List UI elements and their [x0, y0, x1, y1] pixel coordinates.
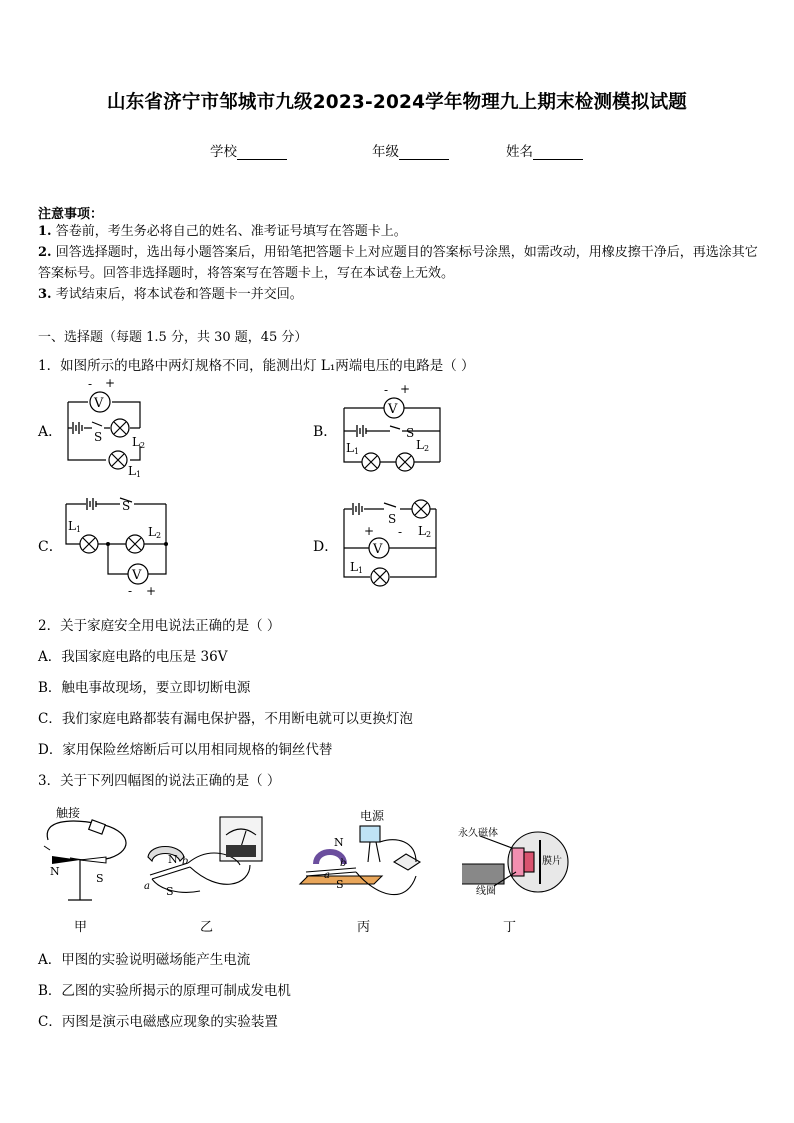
- figure-yi: [140, 815, 270, 910]
- switch-s: S: [122, 499, 131, 513]
- voltmeter-v: V: [373, 542, 383, 557]
- lamp-l1: L1: [68, 519, 82, 534]
- fig-ding-coil: 线圈: [476, 886, 496, 897]
- lamp-l2: L2: [148, 525, 162, 540]
- fig-yi-a: a: [144, 881, 150, 892]
- fig-bing-power: 电源: [360, 809, 385, 823]
- voltmeter-v: V: [94, 396, 104, 411]
- meter-plus: +: [146, 584, 157, 598]
- note-text: 答卷前，考生务必将自己的姓名、准考证号填写在答题卡上。: [55, 224, 407, 239]
- meter-minus: -: [398, 525, 403, 539]
- lamp-l2: L2: [418, 524, 432, 539]
- caption-yi: 乙: [200, 920, 214, 935]
- fig-yi-s: S: [166, 885, 174, 898]
- fig-ding-film: 膜片: [542, 856, 562, 867]
- meter-plus: +: [400, 382, 411, 396]
- page-title: 山东省济宁市邹城市九级2023-2024学年物理九上期末检测模拟试题: [107, 92, 687, 113]
- note-text: 考试结束后，将本试卷和答题卡一并交回。: [55, 287, 303, 302]
- circuit-d: [340, 495, 445, 585]
- caption-ding: 丁: [503, 920, 517, 935]
- question-1-stem: 1．如图所示的电路中两灯规格不同，能测出灯 L₁两端电压的电路是（ ）: [38, 358, 475, 374]
- grade-label: 年级: [372, 144, 399, 160]
- question-2-stem: 2．关于家庭安全用电说法正确的是（ ）: [38, 618, 281, 634]
- q2-option-a[interactable]: A．我国家庭电路的电压是 36V: [38, 649, 228, 665]
- fig-jia-s: S: [96, 872, 104, 885]
- note-item: [38, 242, 760, 284]
- name-field[interactable]: [506, 140, 583, 160]
- lamp-l2: L2: [132, 435, 146, 450]
- section-heading: 一、选择题（每题 1.5 分，共 30 题，45 分）: [38, 330, 308, 345]
- switch-s: S: [406, 426, 415, 440]
- q3-option-c[interactable]: C．丙图是演示电磁感应现象的实验装置: [38, 1014, 278, 1030]
- notes-heading: 注意事项：: [38, 207, 104, 222]
- figure-bing: [296, 806, 431, 912]
- note-text: 回答选择题时，选出每小题答案后，用铅笔把答题卡上对应题目的答案标号涂黑，如需改动，用橡皮擦干净后，再选涂其它答案标号。回答非选择题时，将答案写在答题卡上，写在本试卷上无效。: [38, 245, 758, 281]
- caption-jia: 甲: [74, 920, 88, 935]
- note-num: 1.: [38, 224, 52, 239]
- lamp-l1: L1: [346, 441, 360, 456]
- note-num: 2.: [38, 245, 52, 260]
- q2-option-c[interactable]: C．我们家庭电路都装有漏电保护器，不用断电就可以更换灯泡: [38, 711, 413, 727]
- fig-bing-a: a: [324, 870, 330, 881]
- circuit-a: [60, 374, 150, 484]
- meter-plus: +: [364, 524, 375, 538]
- school-blank[interactable]: [237, 145, 287, 160]
- circuit-c: [62, 490, 172, 600]
- q3-option-a[interactable]: A．甲图的实验说明磁场能产生电流: [38, 952, 251, 968]
- school-label: 学校: [210, 144, 237, 160]
- fig-yi-b: b: [182, 856, 189, 867]
- note-num: 3.: [38, 287, 52, 302]
- grade-field[interactable]: [372, 140, 449, 160]
- lamp-l1: L1: [350, 560, 364, 575]
- q2-option-b[interactable]: B．触电事故现场，要立即切断电源: [38, 680, 251, 696]
- meter-plus: +: [105, 376, 116, 390]
- name-label: 姓名: [506, 144, 533, 160]
- lamp-l1: L1: [128, 464, 142, 479]
- caption-bing: 丙: [357, 920, 371, 935]
- switch-s: S: [388, 512, 397, 526]
- note-item: [38, 284, 760, 305]
- name-blank[interactable]: [533, 145, 583, 160]
- meter-minus: -: [128, 584, 133, 598]
- question-3-stem: 3．关于下列四幅图的说法正确的是（ ）: [38, 773, 281, 789]
- q1-option-d[interactable]: D．: [313, 539, 339, 555]
- lamp-l2: L2: [416, 438, 430, 453]
- q1-option-a[interactable]: A．: [38, 424, 63, 440]
- fig-jia-n: N: [50, 865, 60, 878]
- q1-option-c[interactable]: C．: [38, 539, 63, 555]
- figure-ding: [452, 826, 574, 898]
- circuit-b: [338, 382, 448, 477]
- fig-bing-s: S: [336, 878, 344, 891]
- q1-option-b[interactable]: B．: [313, 424, 338, 440]
- notes-list: [38, 221, 760, 305]
- note-item: [38, 221, 760, 242]
- school-field[interactable]: [210, 140, 287, 160]
- fig-ding-magnet: 永久磁体: [458, 828, 498, 839]
- grade-blank[interactable]: [399, 145, 449, 160]
- meter-minus: -: [88, 377, 93, 391]
- fig-yi-n: N: [168, 853, 178, 866]
- voltmeter-v: V: [388, 402, 398, 417]
- figure-jia: [40, 800, 130, 915]
- q2-option-d[interactable]: D．家用保险丝熔断后可以用相同规格的铜丝代替: [38, 742, 333, 758]
- fig-jia-touch: 触接: [56, 806, 81, 820]
- meter-minus: -: [384, 383, 389, 397]
- fig-bing-b: b: [340, 858, 347, 869]
- switch-s: S: [94, 430, 103, 444]
- voltmeter-v: V: [132, 568, 142, 583]
- fig-bing-n: N: [334, 836, 344, 849]
- q3-option-b[interactable]: B．乙图的实验所揭示的原理可制成发电机: [38, 983, 291, 999]
